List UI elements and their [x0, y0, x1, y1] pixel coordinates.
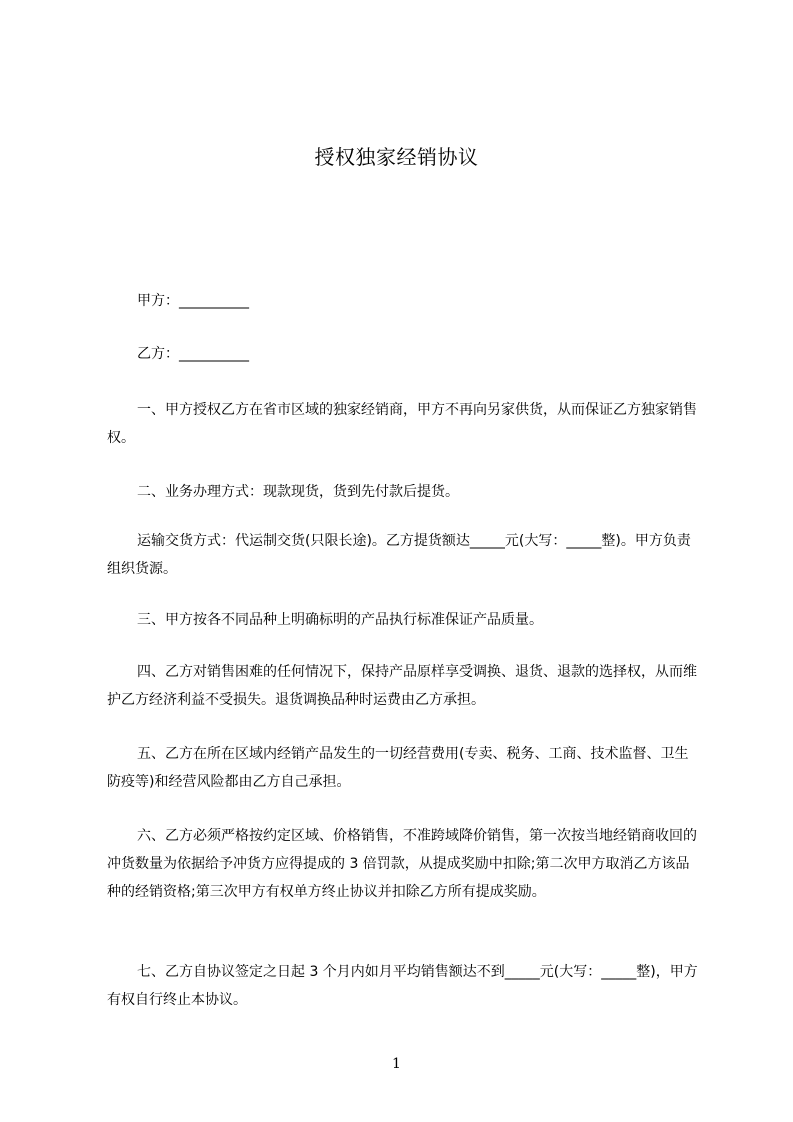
clause-5: 五、乙方在所在区域内经销产品发生的一切经营费用(专卖、税务、工商、技术监督、卫生防疫等)和经营风险都由乙方自己承担。	[107, 746, 689, 790]
clause-1: 一、甲方授权乙方在省市区域的独家经销商，甲方不再向另家供货，从而保证乙方独家销售权。	[107, 402, 697, 446]
page-number: 1	[392, 1056, 401, 1072]
party-a-line: 甲方：__________	[137, 293, 249, 309]
clause-6: 六、乙方必须严格按约定区域、价格销售，不准跨域降价销售，第一次按当地经销商收回的冲货数量为依据给予冲货方应得提成的 3 倍罚款，从提成奖励中扣除;第二次甲方取消乙方该品种的经销资格;第三次甲方有权单方终止协议并扣除乙方所有提成奖励。	[107, 828, 697, 900]
document-title: 授权独家经销协议	[314, 145, 479, 169]
clause-4: 四、乙方对销售困难的任何情况下，保持产品原样享受调换、退货、退款的选择权，从而维护乙方经济利益不受损失。退货调换品种时运费由乙方承担。	[107, 664, 697, 708]
clause-2-transport: 运输交货方式：代运制交货(只限长途)。乙方提货额达_____元(大写：_____整)。甲方负责组织货源。	[107, 533, 691, 577]
party-b-line: 乙方：__________	[137, 346, 249, 362]
clause-3: 三、甲方按各不同品种上明确标明的产品执行标准保证产品质量。	[137, 612, 543, 628]
clause-7: 七、乙方自协议签定之日起 3 个月内如月平均销售额达不到_____元(大写：_____整)，甲方有权自行终止本协议。	[107, 964, 698, 1008]
clause-2: 二、业务办理方式：现款现货，货到先付款后提货。	[137, 484, 459, 500]
